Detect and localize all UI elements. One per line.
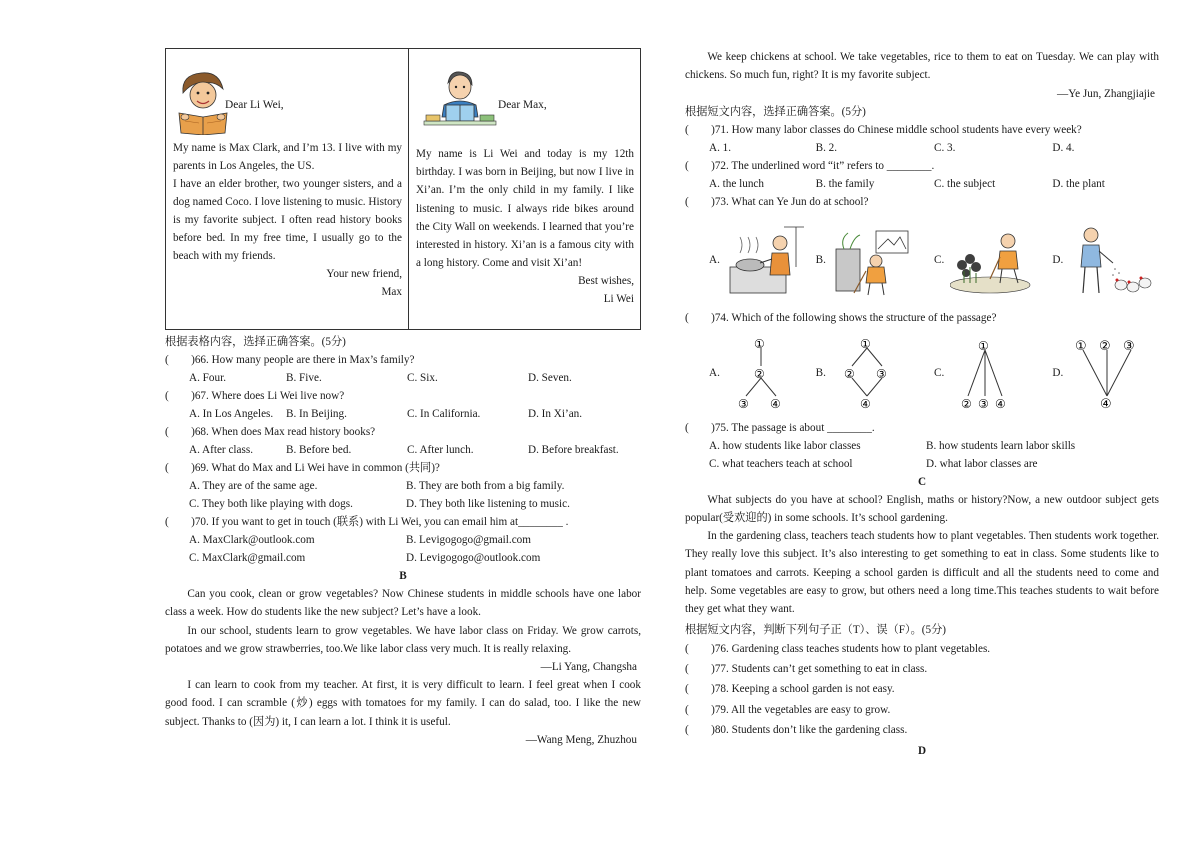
right-column — [685, 48, 1159, 760]
letter-from-li-wei — [409, 49, 640, 329]
passage-paragraph: Can you cook, clean or grow vegetables? Now Chinese students in middle schools have one labor class a week. How do students like the new subject? Let’s have a look. — [165, 588, 641, 619]
option-a: A. MaxClark@outlook.com — [189, 534, 315, 546]
signature: Li Wei — [603, 293, 634, 306]
question-stem: ( )75. The passage is about ________. — [685, 421, 875, 434]
closing: Best wishes, — [578, 275, 634, 288]
diagram-node-2: ② — [961, 396, 973, 410]
diagram-node-1: ① — [978, 338, 990, 353]
question-73 — [685, 193, 1159, 309]
option-c: C. — [934, 253, 945, 266]
question-stem: ( )70. If you want to get in touch (联系) with Li Wei, you can email him at________ . — [165, 516, 569, 528]
question-stem: ( )72. The underlined word “it” refers to ________. — [685, 159, 935, 172]
diagram-node-4: ④ — [859, 396, 871, 410]
option-a: A. Four. — [189, 372, 226, 384]
structure-diagram-a — [726, 336, 796, 410]
option-c: C. After lunch. — [407, 444, 474, 456]
option-d: D. — [1052, 366, 1064, 379]
passage-paragraph: I can learn to cook from my teacher. At first, it is very difficult to learn. I feel great when I cook good food. I can scramble (炒) eggs with tomatoes for my family. I can do salad, too. I like the new subject. Thanks to (因为) it, I can learn a lot. I think it is useful. — [165, 679, 641, 728]
question-66 — [165, 351, 641, 387]
diagram-node-4: ④ — [769, 396, 781, 410]
option-a: A. In Los Angeles. — [189, 408, 274, 420]
closing: Your new friend, — [326, 268, 402, 280]
structure-diagram-b — [832, 336, 902, 410]
option-d: D. 4. — [1052, 141, 1075, 154]
option-b: B. Before bed. — [286, 444, 352, 456]
option-d: D. what labor classes are — [926, 457, 1038, 470]
section-b-instruction: 根据短文内容，选择正确答案。(5分) — [685, 105, 866, 118]
option-d: D. Before breakfast. — [528, 444, 619, 456]
question-stem: ( )67. Where does Li Wei live now? — [165, 390, 345, 402]
signature: Max — [381, 286, 402, 298]
tf-statement: ( )76. Gardening class teaches students how to plant vegetables. — [685, 642, 991, 655]
greeting: Dear Li Wei, — [225, 99, 284, 111]
diagram-node-2: ② — [843, 366, 855, 381]
option-b: B. — [815, 366, 826, 379]
option-a: A. They are of the same age. — [189, 480, 318, 492]
option-a: A. — [709, 366, 720, 379]
boy-at-desk-icon — [422, 69, 498, 131]
option-c: C. — [934, 366, 945, 379]
option-c: C. MaxClark@gmail.com — [189, 552, 306, 564]
cleaning-picture-icon — [832, 223, 912, 297]
question-stem: ( )69. What do Max and Li Wei have in common (共同)? — [165, 462, 440, 474]
attribution: —Wang Meng, Zhuzhou — [525, 734, 637, 747]
question-68 — [165, 423, 641, 459]
structure-diagram-c — [950, 336, 1020, 410]
passage-paragraph: In the gardening class, teachers teach students how to plant vegetables. Then students work together. They really love this subject. It’s also interesting to get something to eat in class. Some students like to plant tomatoes and carrots. Keeping a school garden is difficult and all the students need to come and help. Some vegetables are easy to grow, but others need a long time.This teaches students to wait before they get what they want. — [685, 530, 1159, 616]
option-a: A. — [709, 253, 720, 266]
planting-picture-icon — [950, 223, 1034, 297]
question-75 — [685, 419, 1159, 473]
cooking-picture-icon — [726, 223, 806, 297]
question-69 — [165, 459, 641, 513]
option-a: A. 1. — [709, 141, 732, 154]
option-b: B. They are both from a big family. — [406, 480, 565, 492]
option-c: C. Six. — [407, 372, 438, 384]
question-stem: ( )73. What can Ye Jun do at school? — [685, 195, 869, 208]
diagram-node-4: ④ — [1100, 396, 1112, 410]
option-c: C. what teachers teach at school — [709, 457, 853, 470]
option-d: D. Levigogogo@outlook.com — [406, 552, 541, 564]
greeting: Dear Max, — [498, 99, 547, 111]
question-stem: ( )74. Which of the following shows the structure of the passage? — [685, 311, 997, 324]
question-72 — [685, 157, 1159, 193]
question-stem: ( )71. How many labor classes do Chinese middle school students have every week? — [685, 123, 1082, 136]
option-b: B. Levigogogo@gmail.com — [406, 534, 531, 546]
diagram-node-3: ③ — [1123, 338, 1135, 354]
passage-paragraph: What subjects do you have at school? English, maths or history?Now, a new outdoor subject gets popular(受欢迎的) in some schools. It’s school gardening. — [685, 493, 1159, 524]
option-c: C. In California. — [407, 408, 481, 420]
option-b: B. — [815, 253, 826, 266]
attribution: —Li Yang, Changsha — [540, 661, 637, 674]
question-74 — [685, 309, 1159, 419]
diagram-node-2: ② — [1099, 338, 1111, 354]
option-b: B. the family — [815, 177, 875, 190]
option-b: B. Five. — [286, 372, 322, 384]
diagram-node-2: ② — [753, 366, 765, 381]
option-b: B. In Beijing. — [286, 408, 347, 420]
feeding-chickens-picture-icon — [1069, 223, 1155, 297]
question-stem: ( )66. How many people are there in Max’s family? — [165, 354, 415, 366]
letter-body: My name is Li Wei and today is my 12th birthday. I was born in Beijing, but now I live in Xi’an. I’m the only child in my family. I like listening to music. I always ride bikes around the City Wall on weekends. I learned that you’re interested in history. Xi’an is a famous city with a long history. Come and visit Xi’an! — [416, 148, 634, 270]
diagram-node-4: ④ — [995, 396, 1007, 410]
tf-statement: ( )78. Keeping a school garden is not easy. — [685, 683, 895, 696]
letter-body-line: I have an elder brother, two younger sisters, and a dog named Coco. I love listening to music. History is my favorite subject. I often read history books before bed. In my free time, I usually go to the beach with my friends. — [173, 178, 402, 262]
option-a: A. how students like labor classes — [709, 439, 861, 452]
option-d: D. In Xi’an. — [528, 408, 583, 420]
section-a-instruction: 根据表格内容，选择正确答案。(5分) — [165, 336, 346, 348]
diagram-node-3: ③ — [875, 366, 887, 381]
tf-statement: ( )77. Students can’t get something to eat in class. — [685, 662, 928, 675]
option-d: D. They both like listening to music. — [406, 498, 570, 510]
option-a: A. After class. — [189, 444, 253, 456]
question-stem: ( )68. When does Max read history books? — [165, 426, 376, 438]
diagram-node-3: ③ — [978, 396, 990, 410]
letter-body-line: My name is Max Clark, and I’m 13. I live with my parents in Los Angeles, the US. — [173, 142, 402, 172]
option-d: D. — [1052, 253, 1064, 266]
option-b: B. how students learn labor skills — [926, 439, 1076, 452]
letter-from-max — [166, 49, 409, 329]
option-c: C. They both like playing with dogs. — [189, 498, 353, 510]
passage-paragraph: We keep chickens at school. We take vegetables, rice to them to eat on Tuesday. We can play with chickens. So much fun, right? It is my favorite subject. — [685, 51, 1159, 82]
diagram-node-1: ① — [753, 336, 765, 351]
letters-table — [165, 48, 641, 330]
boy-reading-icon — [175, 69, 231, 135]
attribution: —Ye Jun, Zhangjiajie — [1057, 87, 1155, 100]
diagram-node-1: ① — [859, 336, 871, 351]
structure-diagram-d — [1069, 336, 1149, 410]
tf-statement: ( )79. All the vegetables are easy to grow. — [685, 703, 891, 716]
option-d: D. Seven. — [528, 372, 572, 384]
option-c: C. the subject — [934, 177, 996, 190]
question-67 — [165, 387, 641, 423]
left-column — [165, 48, 641, 749]
diagram-node-1: ① — [1075, 338, 1087, 354]
passage-paragraph: In our school, students learn to grow vegetables. We have labor class on Friday. We grow carrots, potatoes and we grow strawberries, too.We like labor class very much. It is really relaxing. — [165, 624, 641, 655]
section-d-heading: D — [917, 745, 927, 758]
option-d: D. the plant — [1052, 177, 1105, 190]
section-c-instruction: 根据短文内容，判断下列句子正（T）、误（F）。(5分) — [685, 623, 947, 636]
diagram-node-3: ③ — [737, 396, 749, 410]
section-b-heading: B — [399, 570, 407, 582]
tf-statement: ( )80. Students don’t like the gardening class. — [685, 723, 908, 736]
option-c: C. 3. — [934, 141, 956, 154]
section-c-heading: C — [917, 475, 927, 488]
option-a: A. the lunch — [709, 177, 764, 190]
question-70 — [165, 513, 641, 567]
question-71 — [685, 121, 1159, 157]
option-b: B. 2. — [815, 141, 838, 154]
